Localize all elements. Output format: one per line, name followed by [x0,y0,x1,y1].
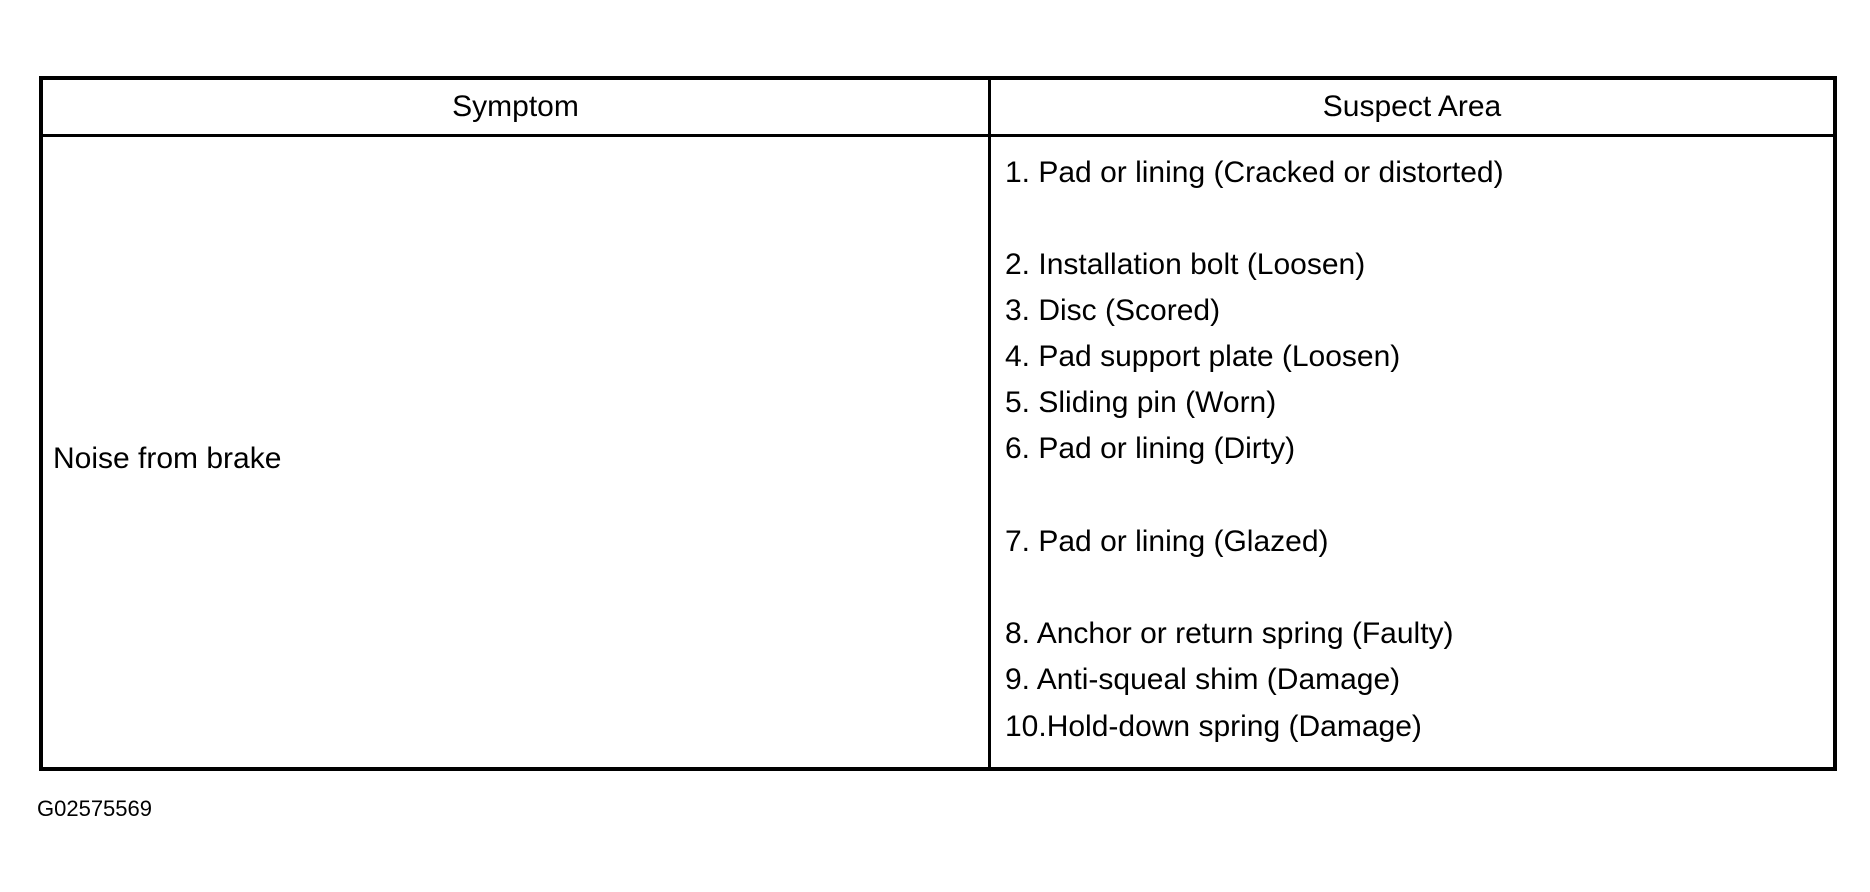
column-divider [988,80,991,767]
suspect-area-item: 10.Hold-down spring (Damage) [1005,710,1422,743]
suspect-area-item: 7. Pad or lining (Glazed) [1005,525,1329,558]
suspect-area-item: 9. Anti-squeal shim (Damage) [1005,663,1401,696]
suspect-area-item: 1. Pad or lining (Cracked or distorted) [1005,156,1504,189]
suspect-area-item: 4. Pad support plate (Loosen) [1005,340,1401,373]
symptom-cell: Noise from brake [53,442,282,475]
suspect-area-item: 8. Anchor or return spring (Faulty) [1005,617,1454,650]
suspect-area-item: 3. Disc (Scored) [1005,294,1221,327]
header-symptom: Symptom [452,90,579,123]
header-suspect-area: Suspect Area [1322,90,1502,123]
table-header-row [43,80,1833,137]
suspect-area-item: 5. Sliding pin (Worn) [1005,386,1277,419]
symptom-table [39,76,1837,771]
suspect-area-item: 2. Installation bolt (Loosen) [1005,248,1366,281]
suspect-area-item: 6. Pad or lining (Dirty) [1005,432,1296,465]
figure-id: G02575569 [37,796,152,821]
